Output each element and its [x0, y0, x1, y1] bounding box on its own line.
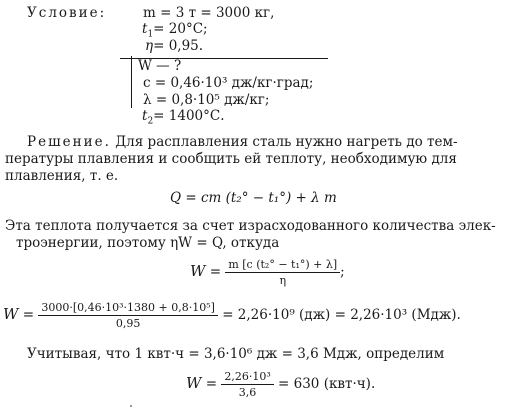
condition-mass: m = 3 т = 3000 кг, — [143, 5, 275, 21]
condition-t1: $t_1= 20^\circ С$; — [142, 21, 208, 40]
condition-t2: $t_2= 1400^\circ С$. — [142, 108, 225, 127]
solution-paragraph-2-line-2: троэнергии, поэтому ηW = Q, откуда — [16, 235, 280, 251]
equation-final-denominator: 3,6 — [238, 386, 257, 399]
equation-W-fraction — [225, 258, 340, 287]
print-speck — [130, 405, 132, 407]
solution-p1-text: Для расплавления сталь нужно нагреть до тем- — [115, 134, 458, 150]
solution-paragraph-1-line-2: пературы плавления и сообщить ей теплоту, необходимую для — [5, 151, 457, 167]
condition-lambda: λ = 0,8·10⁵ дж/кг; — [143, 92, 270, 108]
equation-W-numeric-denominator: 0,95 — [115, 317, 141, 330]
condition-eta: η= 0,95. — [145, 38, 204, 54]
equation-W-numeric-result: = 2,26·10⁹ (дж) = 2,26·10³ (Мдж). — [222, 307, 461, 323]
equation-W-denominator: η — [279, 274, 287, 287]
equation-W-numeric-numerator: 3000·[0,46·10³·1380 + 0,8·10⁵] — [38, 301, 218, 316]
solution-heading: Решение. — [27, 134, 111, 150]
equation-final-result: = 630 (квт·ч). — [278, 376, 376, 392]
equation-W-numeric-fraction — [38, 301, 218, 330]
equation-final-fraction — [221, 370, 273, 399]
condition-t2-value: = 1400°С. — [153, 108, 225, 124]
condition-t1-value: = 20°С; — [153, 21, 208, 37]
condition-W-unknown: W — ? — [138, 58, 182, 74]
equation-W-numerator: m [c (t₂° − t₁°) + λ] — [225, 258, 340, 273]
solution-paragraph-1-line-3: плавления, т. е. — [5, 168, 119, 184]
solution-paragraph-3: Учитывая, что 1 квт·ч = 3,6·10⁶ дж = 3,6 Мдж, определим — [27, 346, 445, 362]
condition-c: c = 0,46·10³ дж/кг·град; — [143, 75, 314, 91]
equation-final-numerator: 2,26·10³ — [221, 370, 273, 385]
solution-paragraph-1-line-1 — [27, 134, 458, 150]
condition-eta-value: = 0,95. — [153, 38, 204, 54]
equation-Q: Q = cm (t₂° − t₁°) + λ m — [170, 190, 337, 206]
equation-final: W = $\frac{\text{2,26·10³}}{3,6}$ = 630 (квт·ч). — [186, 370, 376, 399]
solution-paragraph-2-line-1: Эта теплота получается за счет израсходованного количества элек- — [5, 218, 496, 234]
condition-label: Условие: — [27, 5, 107, 21]
condition-vertical-bar — [131, 56, 132, 108]
equation-W: W = $\frac{\text{m [c (t₂° − t₁°) + λ]}}{\eta}$ ; — [190, 258, 345, 287]
equation-W-numeric: W = $\frac{\text{3000·[0,46·10³·1380 + 0,8·10⁵]}}{0,95}$ = 2,26·10⁹ (дж) = 2,26·10³ (Мдж). — [3, 301, 461, 330]
